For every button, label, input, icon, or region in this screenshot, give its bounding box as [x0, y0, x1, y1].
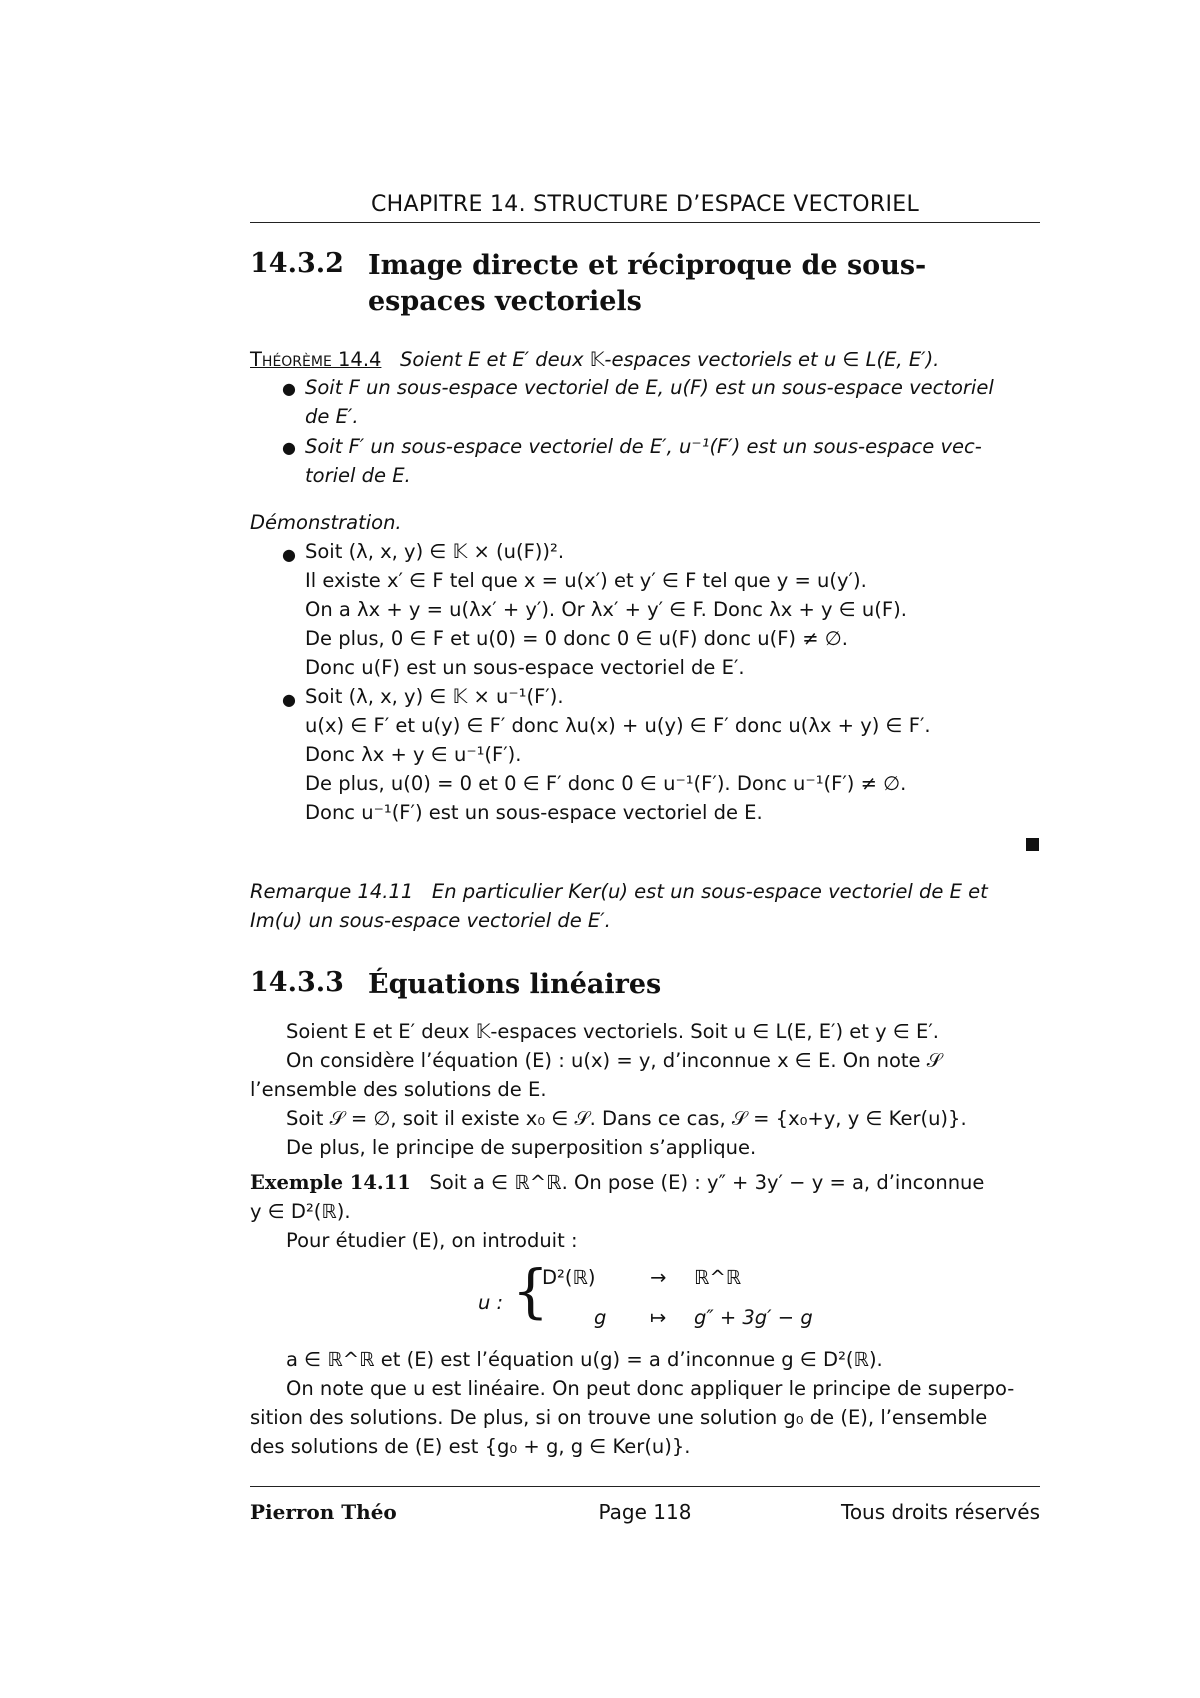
remark-label: Remarque 14.11 — [250, 880, 414, 903]
example-line-7: des solutions de (E) est {g₀ + g, g ∈ Ker(u)}. — [250, 1435, 691, 1458]
example-line-3: Pour étudier (E), on introduit : — [286, 1229, 578, 1252]
section-title: Équations linéaires — [368, 969, 662, 1000]
map-domain: D²(ℝ) — [542, 1266, 596, 1289]
qed-square-icon — [1026, 838, 1039, 851]
remark-line-1 — [250, 879, 988, 905]
footer-rule — [250, 1486, 1040, 1487]
remark-line-2: Im(u) un sous-espace vectoriel de E′. — [250, 909, 611, 932]
proof-line: Donc λx + y ∈ u⁻¹(F′). — [305, 743, 522, 766]
proof-line: Donc u⁻¹(F′) est un sous-espace vectoriel de E. — [305, 801, 763, 824]
proof-line: Soit (λ, x, y) ∈ 𝕂 × u⁻¹(F′). — [305, 685, 564, 708]
running-head: CHAPITRE 14. STRUCTURE D’ESPACE VECTORIEL — [370, 192, 920, 217]
section-number: 14.3.3 — [250, 967, 344, 998]
proof-line: De plus, u(0) = 0 et 0 ∈ F′ donc 0 ∈ u⁻¹(F′). Donc u⁻¹(F′) ≠ ∅. — [305, 772, 907, 795]
bullet-icon: ● — [282, 438, 296, 457]
header-rule — [250, 222, 1040, 223]
brace-icon: { — [512, 1257, 549, 1325]
proof-label: Démonstration. — [250, 511, 402, 534]
footer-author: Pierron Théo — [250, 1500, 397, 1524]
example-line-4: a ∈ ℝ^ℝ et (E) est l’équation u(g) = a d’inconnue g ∈ D²(ℝ). — [286, 1348, 883, 1371]
footer-page: Page 118 — [598, 1500, 692, 1524]
map-arrow: → — [650, 1266, 667, 1289]
bullet-icon: ● — [282, 379, 296, 398]
body-line: Soient E et E′ deux 𝕂-espaces vectoriels. Soit u ∈ L(E, E′) et y ∈ E′. — [286, 1020, 939, 1043]
example-label: Exemple 14.11 — [250, 1171, 411, 1194]
example-line-1 — [250, 1170, 984, 1196]
map-variable: g — [594, 1306, 607, 1329]
example-line-2: y ∈ D²(ℝ). — [250, 1200, 351, 1223]
proof-line: Il existe x′ ∈ F tel que x = u(x′) et y′ ∈ F tel que y = u(y′). — [305, 569, 867, 592]
example-line-5: On note que u est linéaire. On peut donc appliquer le principe de superpo- — [286, 1377, 1015, 1400]
body-line: On considère l’équation (E) : u(x) = y, d’inconnue x ∈ E. On note 𝒮 — [286, 1049, 942, 1072]
theorem-label: Théorème 14.4 — [250, 348, 382, 371]
example-text: Soit a ∈ ℝ^ℝ. On pose (E) : y″ + 3y′ − y = a, d’inconnue — [429, 1171, 985, 1194]
proof-line: On a λx + y = u(λx′ + y′). Or λx′ + y′ ∈ F. Donc λx + y ∈ u(F). — [305, 598, 907, 621]
proof-line: Soit (λ, x, y) ∈ 𝕂 × (u(F))². — [305, 540, 565, 563]
example-line-6: sition des solutions. De plus, si on trouve une solution g₀ de (E), l’ensemble — [250, 1406, 988, 1429]
bullet-icon: ● — [282, 690, 296, 709]
body-line: l’ensemble des solutions de E. — [250, 1078, 547, 1101]
footer-rights: Tous droits réservés — [841, 1500, 1040, 1524]
theorem-text: Soient E et E′ deux 𝕂-espaces vectoriels et u ∈ L(E, E′). — [400, 348, 940, 371]
theorem-bullet-2-line-1: Soit F′ un sous-espace vectoriel de E′, u⁻¹(F′) est un sous-espace vec- — [305, 435, 982, 458]
body-line: De plus, le principe de superposition s’applique. — [286, 1136, 757, 1159]
map-name: u : — [478, 1291, 504, 1314]
map-formula: g″ + 3g′ − g — [694, 1306, 813, 1329]
proof-line: Donc u(F) est un sous-espace vectoriel de E′. — [305, 656, 745, 679]
bullet-icon: ● — [282, 545, 296, 564]
remark-text: En particulier Ker(u) est un sous-espace vectoriel de E et — [431, 880, 988, 903]
proof-line: De plus, 0 ∈ F et u(0) = 0 donc 0 ∈ u(F) donc u(F) ≠ ∅. — [305, 627, 848, 650]
theorem-bullet-1-line-1: Soit F un sous-espace vectoriel de E, u(F) est un sous-espace vectoriel — [305, 376, 994, 399]
map-mapsto: ↦ — [650, 1306, 667, 1329]
theorem-bullet-1-line-2: de E′. — [305, 405, 359, 428]
section-title: Image directe et réciproque de sous-espaces vectoriels — [368, 250, 927, 317]
proof-line: u(x) ∈ F′ et u(y) ∈ F′ donc λu(x) + u(y) ∈ F′ donc u(λx + y) ∈ F′. — [305, 714, 931, 737]
map-codomain: ℝ^ℝ — [694, 1266, 742, 1289]
theorem-statement — [250, 347, 939, 373]
theorem-bullet-2-line-2: toriel de E. — [305, 464, 411, 487]
section-number: 14.3.2 — [250, 248, 344, 279]
body-line: Soit 𝒮 = ∅, soit il existe x₀ ∈ 𝒮. Dans ce cas, 𝒮 = {x₀+y, y ∈ Ker(u)}. — [286, 1107, 967, 1130]
